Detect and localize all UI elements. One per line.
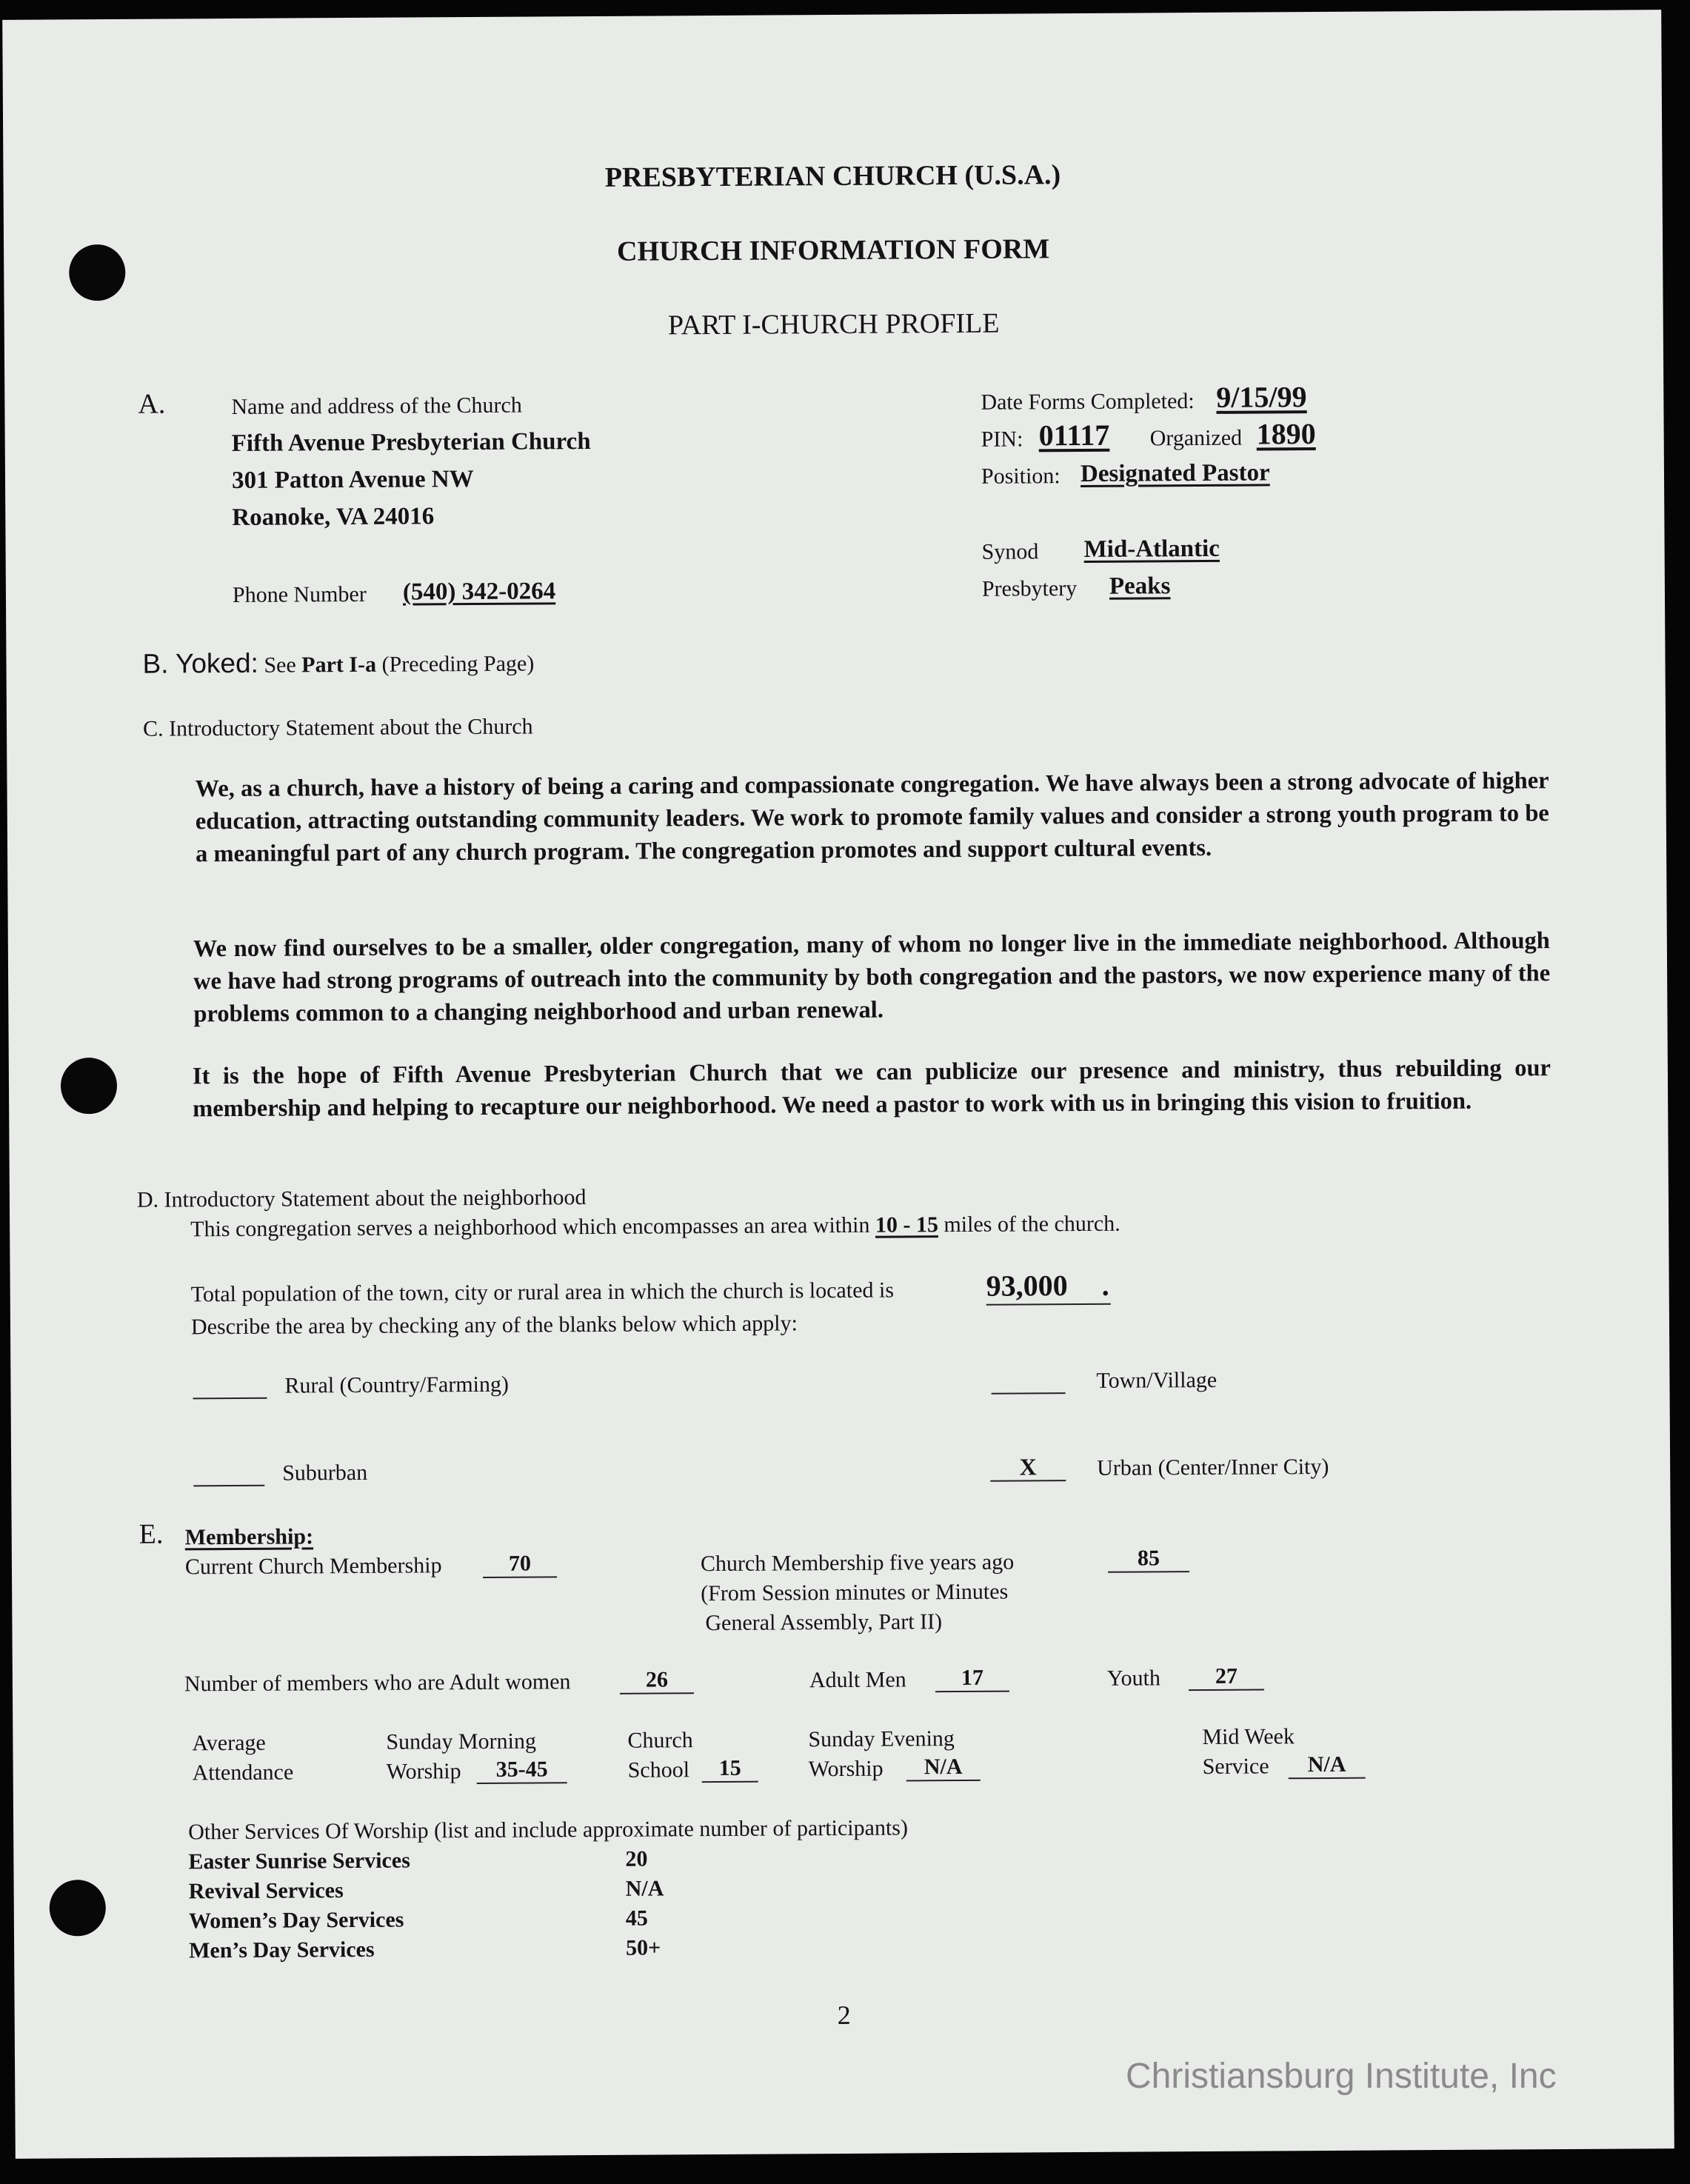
- church-street: 301 Patton Avenue NW: [231, 465, 474, 494]
- mid-week-service-label: Service: [1202, 1754, 1269, 1780]
- sunday-morning-label: Sunday Morning: [386, 1729, 537, 1754]
- service-name: Women’s Day Services: [188, 1907, 404, 1934]
- adult-men-value: 17: [961, 1665, 983, 1691]
- yoked-label: B. Yoked:: [142, 647, 259, 679]
- service-count: N/A: [625, 1876, 664, 1901]
- name-address-label: Name and address of the Church: [231, 393, 522, 419]
- serves-pre: This congregation serves a neighborhood which encompasses an area within: [190, 1212, 870, 1242]
- church-school-value: 15: [718, 1755, 741, 1781]
- current-membership-line: [483, 1576, 557, 1578]
- population-value: 93,000: [986, 1269, 1068, 1303]
- urban-option: Urban (Center/Inner City): [1097, 1454, 1329, 1480]
- adult-men-line: [935, 1691, 1009, 1693]
- population-period: .: [1101, 1268, 1109, 1302]
- town-checkbox-blank[interactable]: [992, 1392, 1066, 1395]
- intro-paragraph-1: We, as a church, have a history of being a caring and compassionate congregation. We have always been a strong advocate of higher education, attracting outstanding community leaders. We work to promote family values and consider a strong youth program to be a meaningful part of any church program. The congregation promotes and support cultural events.: [195, 767, 1549, 868]
- youth-value: 27: [1215, 1663, 1238, 1689]
- service-name: Men’s Day Services: [189, 1937, 375, 1963]
- population-label: Total population of the town, city or rural area in which the church is located is: [190, 1278, 895, 1307]
- date-completed: 9/15/99: [1216, 380, 1307, 414]
- section-a-letter: A.: [138, 388, 166, 420]
- service-count: 20: [625, 1846, 648, 1871]
- miles-value: 10 - 15: [875, 1212, 938, 1238]
- mid-week-line: [1289, 1777, 1366, 1780]
- sunday-evening-value: N/A: [924, 1754, 963, 1780]
- describe-area: Describe the area by checking any of the blanks below which apply:: [190, 1311, 798, 1340]
- adult-women-value: 26: [645, 1667, 669, 1692]
- yoked-note: (Preceding Page): [381, 651, 535, 677]
- urban-check-mark: X: [1019, 1453, 1037, 1480]
- sunday-evening-worship-label: Worship: [808, 1756, 884, 1782]
- church-name: Fifth Avenue Presbyterian Church: [231, 428, 591, 457]
- sunday-evening-label: Sunday Evening: [808, 1726, 955, 1752]
- phone-label: Phone Number: [232, 581, 367, 607]
- membership-title: Membership:: [184, 1524, 314, 1550]
- five-years-line: [1108, 1571, 1189, 1573]
- rural-checkbox-blank[interactable]: [193, 1397, 267, 1400]
- section-e-letter: E.: [138, 1518, 164, 1550]
- mid-week-label: Mid Week: [1202, 1724, 1295, 1750]
- youth-line: [1189, 1689, 1264, 1692]
- suburban-option: Suburban: [282, 1460, 368, 1486]
- suburban-checkbox-blank[interactable]: [193, 1485, 264, 1487]
- watermark: Christiansburg Institute, Inc: [1126, 2057, 1557, 2096]
- intro-paragraph-2: We now find ourselves to be a smaller, older congregation, many of whom no longer live in the immediate neighborhood. Although we have had strong programs of outreach into the community by both congregation and the pastors, we now experience many of the problems common to a changing neighborhood and urban renewal.: [193, 927, 1551, 1028]
- phone-number: (540) 342-0264: [402, 578, 556, 606]
- intro-paragraph-3: It is the hope of Fifth Avenue Presbyterian Church that we can publicize our presence and ministry, thus rebuilding our membership and helping to recapture our neighborhood. We need a pastor to work with us in bringing this vision to fruition.: [192, 1055, 1551, 1123]
- church-school-line: [702, 1781, 758, 1783]
- date-label: Date Forms Completed:: [981, 389, 1195, 415]
- org-title: PRESBYTERIAN CHURCH (U.S.A.): [604, 159, 1061, 193]
- attendance-label-2: Attendance: [192, 1760, 294, 1786]
- five-years-value: 85: [1137, 1546, 1160, 1571]
- five-years-note-1: (From Session minutes or Minutes: [701, 1579, 1009, 1606]
- section-b: [142, 646, 534, 679]
- church-school-label-2: School: [627, 1757, 690, 1783]
- sunday-morning-value: 35-45: [495, 1757, 548, 1782]
- organized-year: 1890: [1256, 417, 1316, 451]
- adult-women-line: [620, 1692, 694, 1694]
- attendance-label-1: Average: [192, 1730, 266, 1756]
- adult-women-label: Number of members who are Adult women: [184, 1669, 571, 1697]
- sunday-evening-line: [906, 1780, 981, 1782]
- five-years-note-2: General Assembly, Part II): [705, 1609, 943, 1636]
- pin-value: 01117: [1038, 418, 1110, 453]
- presbytery-value: Peaks: [1109, 572, 1171, 600]
- service-name: Revival Services: [188, 1878, 344, 1904]
- mid-week-value: N/A: [1307, 1751, 1346, 1777]
- church-city: Roanoke, VA 24016: [232, 503, 435, 531]
- synod-label: Synod: [981, 539, 1039, 564]
- serves-post: miles of the church.: [943, 1211, 1120, 1238]
- section-c-label: C. Introductory Statement about the Church: [142, 714, 533, 741]
- synod-value: Mid-Atlantic: [1083, 535, 1220, 563]
- town-option: Town/Village: [1096, 1367, 1218, 1393]
- service-name: Easter Sunrise Services: [188, 1848, 410, 1874]
- form-title: CHURCH INFORMATION FORM: [616, 233, 1050, 267]
- form-page: [2, 10, 1674, 2159]
- sunday-morning-worship-label: Worship: [386, 1759, 461, 1784]
- section-d-label: D. Introductory Statement about the neighborhood: [136, 1185, 587, 1212]
- current-membership-value: 70: [508, 1551, 532, 1576]
- presbytery-label: Presbytery: [981, 576, 1078, 601]
- pin-label: PIN:: [981, 427, 1023, 452]
- punch-hole-middle: [61, 1058, 117, 1114]
- service-count: 45: [625, 1906, 648, 1931]
- organized-label: Organized: [1149, 425, 1243, 451]
- youth-label: Youth: [1106, 1666, 1161, 1691]
- church-school-label: Church: [627, 1728, 693, 1753]
- yoked-part: Part I-a: [301, 652, 377, 678]
- position-label: Position:: [981, 464, 1061, 489]
- service-count: 50+: [626, 1935, 661, 1960]
- yoked-see: See: [264, 652, 296, 678]
- position-value: Designated Pastor: [1080, 459, 1270, 487]
- part-title: PART I-CHURCH PROFILE: [667, 307, 1000, 341]
- punch-hole-bottom: [50, 1880, 106, 1936]
- sunday-morning-line: [477, 1782, 567, 1784]
- current-membership-label: Current Church Membership: [184, 1553, 442, 1580]
- page-number: 2: [837, 2000, 851, 2031]
- adult-men-label: Adult Men: [809, 1667, 906, 1693]
- serves-line: [190, 1212, 1120, 1243]
- other-services-label: Other Services Of Worship (list and include approximate number of participants): [188, 1815, 909, 1845]
- population-underline: [986, 1303, 1111, 1306]
- rural-option: Rural (Country/Farming): [284, 1372, 510, 1398]
- five-years-label: Church Membership five years ago: [700, 1549, 1015, 1577]
